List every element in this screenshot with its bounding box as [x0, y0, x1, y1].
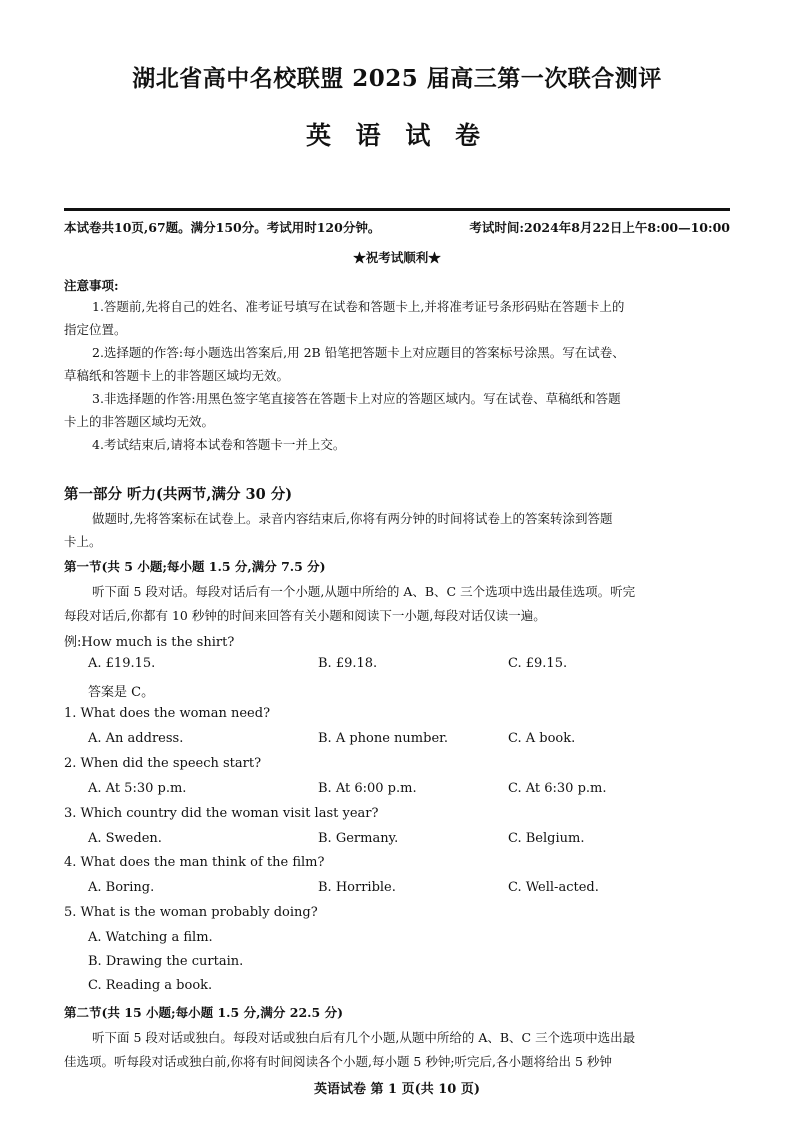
q2-option-b: B. At 6:00 p.m. — [318, 781, 417, 796]
question-1: 1. What does the woman need? — [64, 706, 271, 721]
section1-intro: 听下面 5 段对话。每段对话后有一个小题,从题中所给的 A、B、C 三个选项中选出最佳选项。听完 — [92, 584, 636, 599]
question-4: 4. What does the man think of the film? — [64, 855, 325, 870]
q5-option-b: B. Drawing the curtain. — [88, 954, 244, 969]
q4-option-b: B. Horrible. — [318, 880, 396, 895]
part1-heading: 第一部分 听力(共两节,满分 30 分) — [64, 486, 293, 503]
note-line: 1.答题前,先将自己的姓名、准考证号填写在试卷和答题卡上,并将准考证号条形码贴在答题卡上的 — [92, 299, 625, 314]
q2-option-c: C. At 6:30 p.m. — [508, 781, 607, 796]
section2-intro: 听下面 5 段对话或独白。每段对话或独白后有几个小题,从题中所给的 A、B、C 三个选项中选出最 — [92, 1030, 636, 1045]
note-line: 草稿纸和答题卡上的非答题区域均无效。 — [64, 368, 290, 383]
notes-heading: 注意事项: — [64, 278, 119, 293]
section1-heading: 第一节(共 5 小题;每小题 1.5 分,满分 7.5 分) — [64, 559, 326, 574]
q3-option-a: A. Sweden. — [88, 831, 162, 846]
exam-info-bar — [64, 218, 730, 236]
question-3: 3. Which country did the woman visit last year? — [64, 806, 379, 821]
section2-heading: 第二节(共 15 小题;每小题 1.5 分,满分 22.5 分) — [64, 1005, 343, 1020]
q5-option-c: C. Reading a book. — [88, 978, 213, 993]
q2-option-a: A. At 5:30 p.m. — [88, 781, 187, 796]
q4-option-a: A. Boring. — [88, 880, 155, 895]
blessing: ★祝考试顺利★ — [353, 250, 441, 265]
example-option-c: C. £9.15. — [508, 656, 568, 671]
note-line: 卡上的非答题区域均无效。 — [64, 414, 215, 429]
q4-option-c: C. Well-acted. — [508, 880, 599, 895]
exam-info-left: 本试卷共10页,67题。满分150分。考试用时120分钟。 — [64, 220, 381, 235]
part1-intro: 做题时,先将答案标在试卷上。录音内容结束后,你将有两分钟的时间将试卷上的答案转涂到答题 — [92, 511, 613, 526]
q3-option-c: C. Belgium. — [508, 831, 585, 846]
section2-intro: 佳选项。听每段对话或独白前,你将有时间阅读各个小题,每小题 5 秒钟;听完后,各小题将给出 5 秒钟 — [64, 1054, 612, 1069]
note-line: 4.考试结束后,请将本试卷和答题卡一并上交。 — [92, 437, 346, 452]
page-footer: 英语试卷 第 1 页(共 10 页) — [313, 1082, 481, 1097]
example-option-a: A. £19.15. — [88, 656, 156, 671]
section1-intro: 每段对话后,你都有 10 秒钟的时间来回答有关小题和阅读下一小题,每段对话仅读一遍。 — [64, 608, 546, 623]
example-answer: 答案是 C。 — [88, 685, 155, 700]
part1-intro: 卡上。 — [64, 534, 102, 549]
note-line: 3.非选择题的作答:用黑色签字笔直接答在答题卡上对应的答题区域内。写在试卷、草稿纸和答题 — [92, 391, 621, 406]
q1-option-b: B. A phone number. — [318, 731, 449, 746]
exam-time: 考试时间:2024年8月22日上午8:00—10:00 — [469, 220, 730, 235]
header-rule — [64, 208, 730, 211]
exam-title: 湖北省高中名校联盟 2025 届高三第一次联合测评 — [132, 65, 662, 92]
example-option-b: B. £9.18. — [318, 656, 378, 671]
example-question: 例:How much is the shirt? — [64, 635, 235, 650]
q1-option-a: A. An address. — [88, 731, 184, 746]
q1-option-c: C. A book. — [508, 731, 576, 746]
question-5: 5. What is the woman probably doing? — [64, 905, 318, 920]
question-2: 2. When did the speech start? — [64, 756, 262, 771]
subject-title: 英 语 试 卷 — [305, 121, 489, 150]
q3-option-b: B. Germany. — [318, 831, 399, 846]
q5-option-a: A. Watching a film. — [88, 930, 213, 945]
note-line: 2.选择题的作答:每小题选出答案后,用 2B 铅笔把答题卡上对应题目的答案标号涂黑。写在试卷、 — [92, 345, 625, 360]
note-line: 指定位置。 — [64, 322, 127, 337]
